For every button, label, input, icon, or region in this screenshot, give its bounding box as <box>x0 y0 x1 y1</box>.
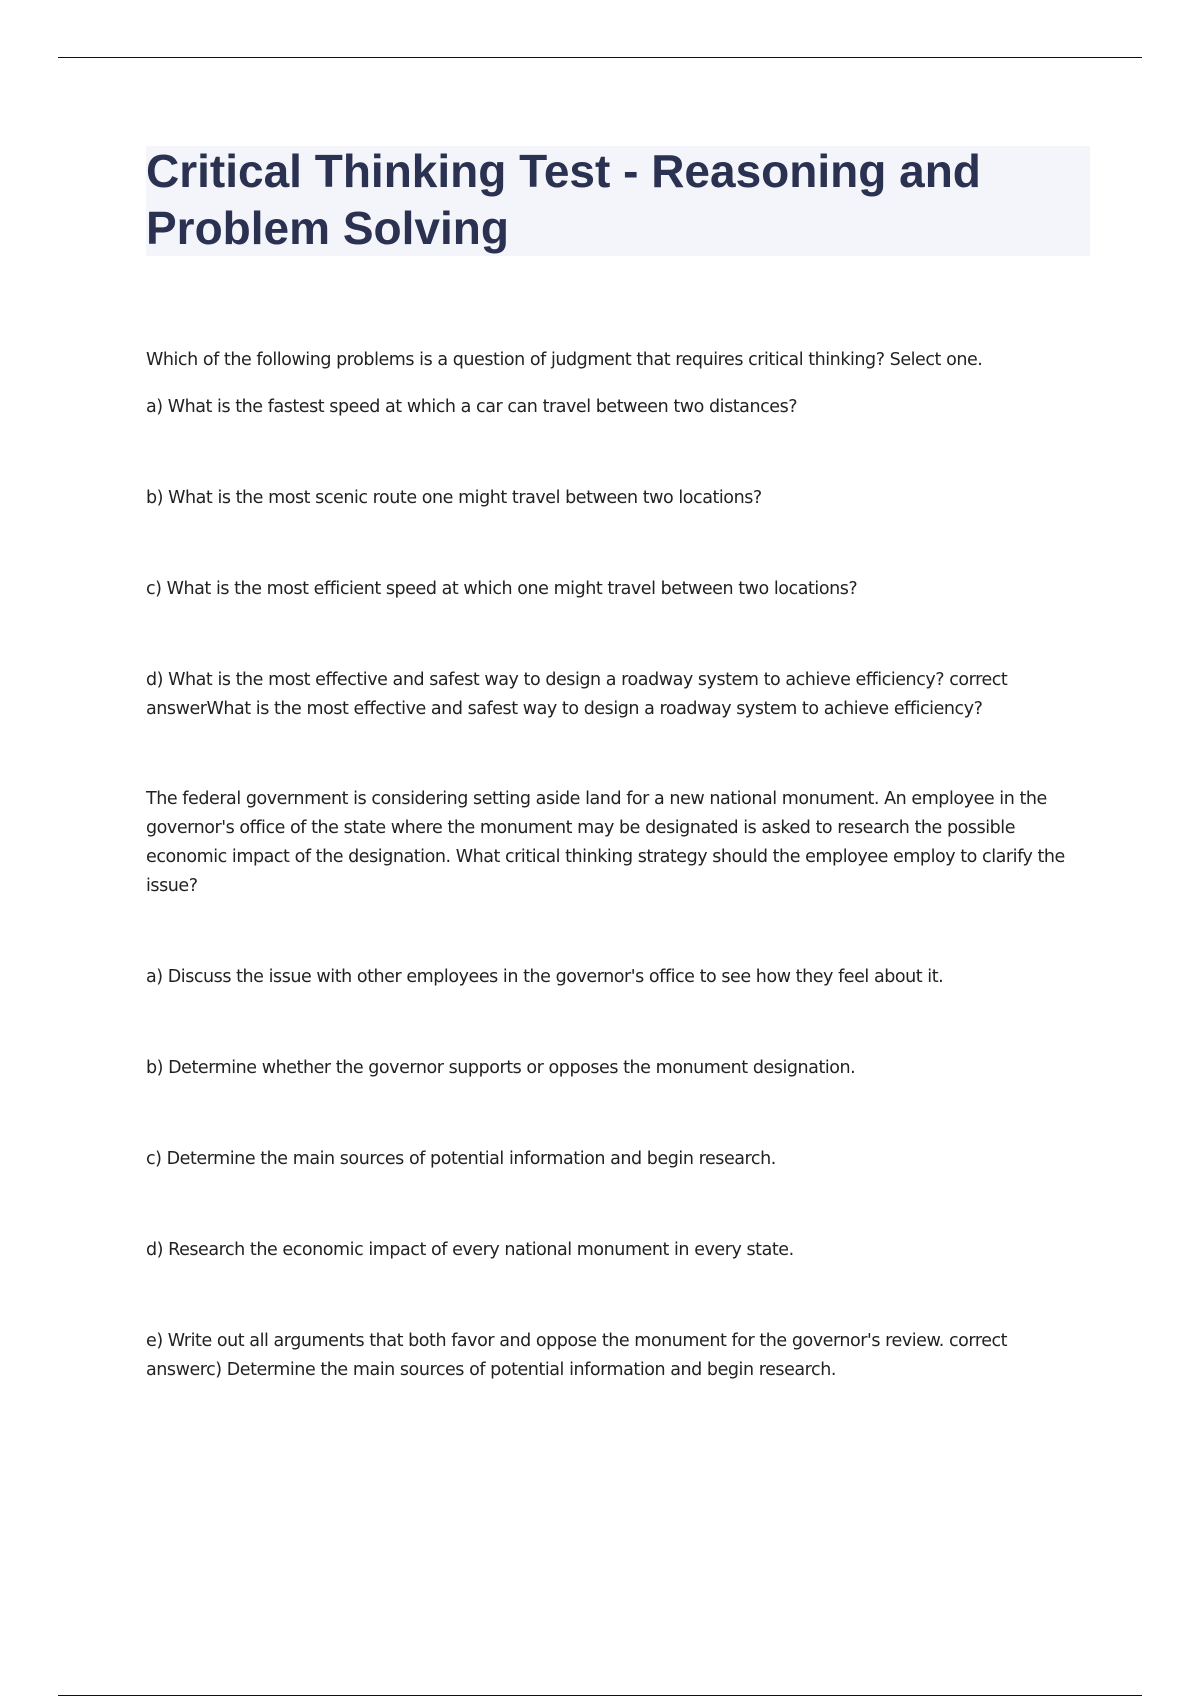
question-2-option-c: c) Determine the main sources of potential information and begin research. <box>146 1149 776 1169</box>
question-1-prompt: Which of the following problems is a question of judgment that requires critical thinking? Select one. <box>146 350 983 370</box>
question-2-option-b: b) Determine whether the governor supports or opposes the monument designation. <box>146 1058 856 1078</box>
top-divider <box>58 57 1142 58</box>
question-1-option-a: a) What is the fastest speed at which a car can travel between two distances? <box>146 397 798 417</box>
question-2-option-e: e) Write out all arguments that both favor and oppose the monument for the governor's review. correct answerc) Determine the main sources of potential information and begin research. <box>146 1331 1008 1380</box>
page-title: Critical Thinking Test - Reasoning and Problem Solving <box>146 145 981 254</box>
question-2-option-d: d) Research the economic impact of every national monument in every state. <box>146 1240 794 1260</box>
question-2-prompt: The federal government is considering setting aside land for a new national monument. An employee in the governor's office of the state where the monument may be designated is asked to research the possible economic impact of the designation. What critical thinking strategy should the employee employ to clarify the issue? <box>146 789 1065 896</box>
bottom-divider <box>58 1695 1142 1696</box>
question-1-option-d: d) What is the most effective and safest way to design a roadway system to achieve efficiency? correct answerWhat is the most effective and safest way to design a roadway system to achieve efficiency? <box>146 670 1008 719</box>
question-1-option-b: b) What is the most scenic route one might travel between two locations? <box>146 488 762 508</box>
question-1-option-c: c) What is the most efficient speed at which one might travel between two locations? <box>146 579 858 599</box>
question-2-option-a: a) Discuss the issue with other employees in the governor's office to see how they feel about it. <box>146 967 944 987</box>
